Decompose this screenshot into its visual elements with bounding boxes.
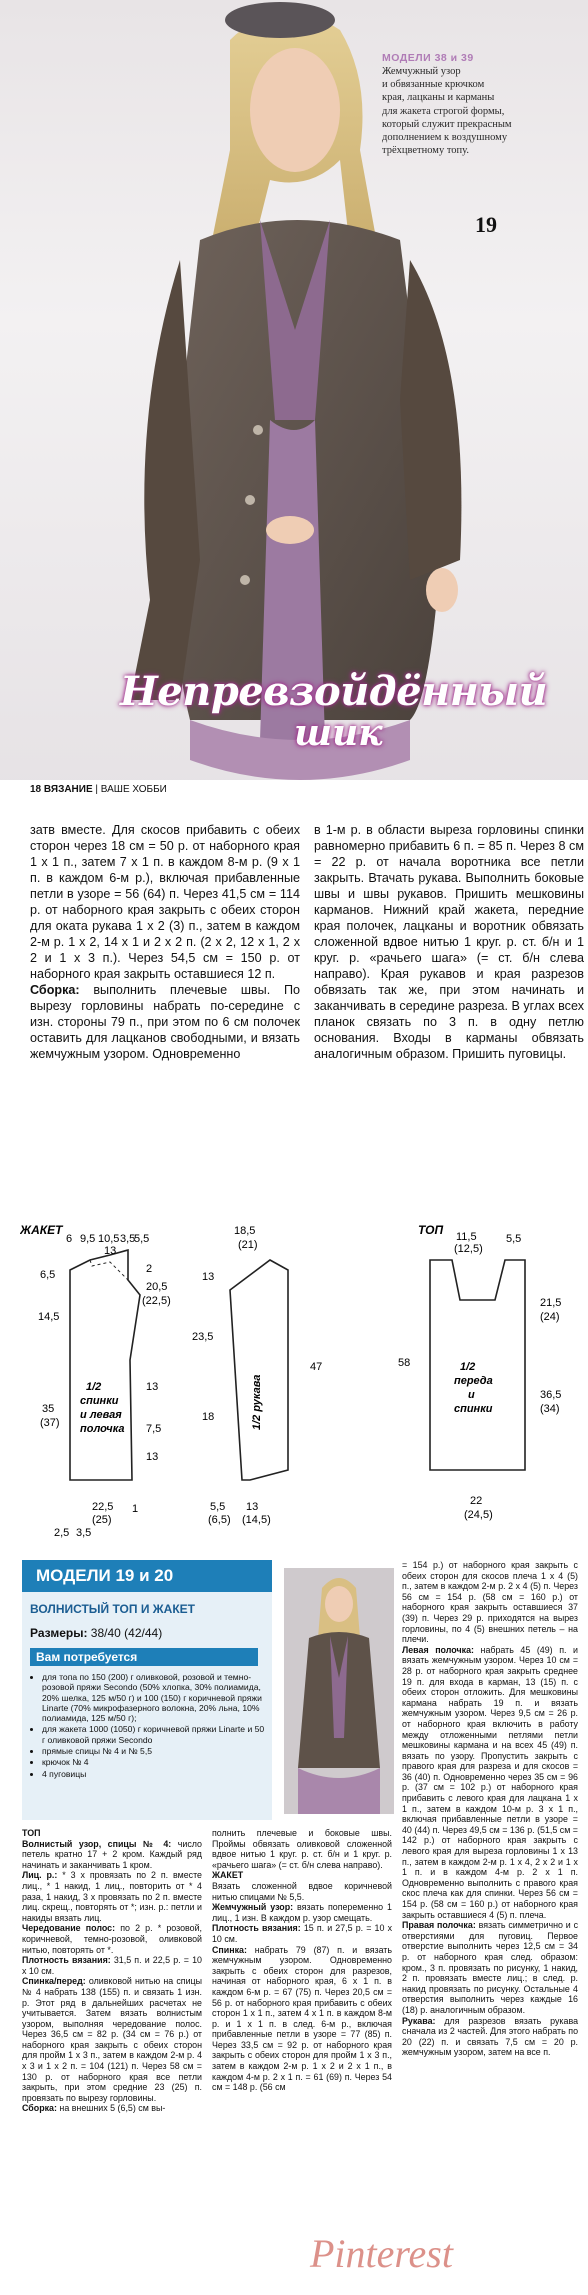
dim-label: (6,5) [208, 1514, 231, 1526]
sizes-label: Размеры: [30, 1626, 88, 1640]
pattern-diagrams [20, 1220, 580, 1550]
dim-label: (24) [540, 1311, 560, 1323]
photo-caption [382, 52, 578, 157]
dim-label: 5,5 [506, 1233, 522, 1245]
materials-list [30, 1672, 268, 1780]
section-heading: Спинка/перед: [22, 1976, 86, 1987]
dim-label: 22 [470, 1495, 483, 1507]
dim-label: 21,5 [540, 1297, 562, 1309]
paragraph-text: для разрезов вязать рукава сначала из 2 частей. Для этого набрать по 20 (22) п. и связать 7,5 см = 20 р. жемчужным узором, затем на все п. [402, 2015, 578, 2058]
top-piece-label: переда [454, 1375, 493, 1387]
jacket-piece-label: спинки [80, 1395, 119, 1407]
paragraph-text: затв вместе. Для скосов прибавить с обеих сторон через 18 см = 50 р. от наборного края 1 х 1 п., затем 7 х 1 п. в каждом 8-м р. (9 х 1 п. в каждом 6-м р.), включая прибавленные петли в узоре = 56 (64) п. Через 41,5 см = 114 р. от наборного края закрыть с обеих сторон для оката рукава 1 х 2 (3) п., затем в каждом 2-м р. 1 х 2, 14 х 1 и 2 х 2 п. (2 х 2, 12 х 1, 2 х 2 и 1 х 3 п.). Через 54,5 см = 150 р. от наборного края закрыть оставшиеся 12 п. [30, 823, 300, 981]
dim-label: 35 [42, 1403, 55, 1415]
material-item: • для топа по 150 (200) г оливковой, розовой и темно-розовой пряжи Secondo (50% хлопка, 30% полиамида, 20% шелка, 125 м/50 г) и 100 (150) г коричневой пряжи Linarte (70% микрофазерного волокна, 20% льна, 10% полиамида, 125 м/50 г); [42, 1672, 268, 1723]
dim-label: 3,5 [120, 1233, 136, 1245]
paragraph-text: вязать симметрично и с отверстиями для пуговиц. Первое отверстие выполнить через 12,5 см = 34 р. от наборного края след. образом: кром., 3 п. провязать по рисунку, 1 накид, 2 п. провязать вместе лиц.; в след. р. накид провязать по рисунку. Остальные 4 отверстия выполнить через каждые 16 (18) р. аналогичным образом. [402, 1920, 579, 2015]
section-heading: ТОП [22, 1828, 41, 1838]
material-item: • для жакета 1000 (1050) г коричневой пряжи Linarte и 50 г оливковой пряжи Secondo [42, 1724, 268, 1745]
instructions-column-1 [30, 822, 300, 1062]
paragraph-text: полнить плечевые и боковые швы. Проймы обвязать оливковой сложенной вдвое нитью 1 круг. р. ст. б/н и 1 круг. р. «рачьего шага» (= ст. б/н слева направо). [212, 1828, 392, 1870]
dim-label: 18 [202, 1411, 215, 1423]
footer-page-number: 18 [30, 784, 42, 795]
dim-label: 2,5 [54, 1527, 70, 1539]
caption-line: и обвязанные крючком [382, 79, 485, 91]
dim-label: 6,5 [40, 1269, 56, 1281]
sleeve-piece-outline [230, 1260, 288, 1480]
top-diagram-label: ТОП [418, 1223, 444, 1237]
paragraph-text: по 2 р. * розовой, коричневой, темно-розовой, оливковой нитью, повторять от *. [22, 1923, 202, 1955]
paragraph-text: число петель кратно 17 + 2 кром. Каждый ряд начинать и заканчивать 1 кром. [22, 1838, 202, 1870]
dim-label: 7,5 [146, 1423, 162, 1435]
material-item: • прямые спицы № 4 и № 5,5 [42, 1746, 268, 1756]
section-heading: Сборка: [30, 983, 80, 997]
article-heading: ВОЛНИСТЫЙ ТОП И ЖАКЕТ [30, 1602, 195, 1616]
dim-label: 1 [132, 1503, 139, 1515]
section-heading: Плотность вязания: [212, 1923, 301, 1934]
material-item: • крючок № 4 [42, 1757, 268, 1767]
footer-subtitle: ВАШЕ ХОББИ [100, 784, 167, 795]
dim-label: (25) [92, 1514, 112, 1526]
dim-label: 22,5 [92, 1501, 114, 1513]
section-heading: Рукава: [402, 2015, 436, 2026]
section-heading: Волнистый узор, спицы № 4: [22, 1838, 172, 1849]
model-number: 19 [475, 212, 497, 237]
hero-photo-panel [0, 0, 588, 800]
dim-label: 6 [66, 1233, 73, 1245]
instructions-column-2 [314, 822, 584, 1062]
jacket-piece-outline [70, 1250, 140, 1480]
dim-label: (34) [540, 1403, 560, 1415]
watermark-logo [300, 2222, 580, 2282]
sleeve-piece-label: 1/2 рукава [251, 1374, 263, 1430]
section-heading: Чередование полос: [22, 1923, 116, 1934]
materials-heading: Вам потребуется [30, 1648, 258, 1666]
jacket-piece-label: полочка [80, 1423, 125, 1435]
dim-label: (14,5) [242, 1514, 271, 1526]
dim-label: 5,5 [210, 1501, 226, 1513]
material-item: • 4 пуговицы [42, 1769, 268, 1779]
dim-label: (22,5) [142, 1295, 171, 1307]
paragraph-text: вязать попеременно 1 лиц., 1 изн. В каждом р. узор смещать. [212, 1902, 392, 1923]
paragraph-text: оливковой нитью на спицы № 4 набрать 138 (155) п. и связать 1 изн. р. Этот ряд в дальнейших расчетах не учитывается. Затем вязать волнистым узором, выполняя чередование полос. Через 36,5 см = 82 р. (34 см = 76 р.) от наборного края закрыть с обеих сторон для пройм 1 х 3 п., затем в каждом 2-м р. 4 х 3 и 1 х 2 п. = 104 (121) п. Через 58 см = 130 р. от наборного края все петли закрыть, при этом средние 23 (25) п. провязать по вырезу горловины. [22, 1976, 202, 2103]
jacket-instructions [212, 1828, 392, 2093]
caption-line: Жемчужный узор [382, 66, 461, 78]
paragraph-text: * 3 х провязать по 2 п. вместе лиц., * 1 накид, 1 лиц., повторить от * 4 раза, 1 накид, 3 х провязать по 2 п. вместе лиц. скрещ., повторять от *; изн. р.: петли и накиды вязать лиц. [22, 1870, 202, 1923]
dim-label: 20,5 [146, 1281, 168, 1293]
paragraph-text: на внешних 5 (6,5) см вы- [56, 2103, 166, 2114]
watermark-text: Pinterest [310, 2231, 453, 2276]
dim-label: 13 [246, 1501, 259, 1513]
dim-label: (24,5) [464, 1509, 493, 1521]
sizes-value: 38/40 (42/44) [87, 1626, 163, 1640]
page-footer: 18 ВЯЗАНИЕ | ВАШЕ ХОББИ [0, 780, 588, 800]
dim-label: 9,5 [80, 1233, 96, 1245]
dim-label: 36,5 [540, 1389, 562, 1401]
dim-label: 11,5 [456, 1231, 477, 1243]
materials-box [22, 1592, 272, 1820]
top-piece-outline [430, 1260, 525, 1470]
dim-label: 2 [146, 1263, 153, 1275]
dim-label: 13 [202, 1271, 215, 1283]
top-piece-label: 1/2 [460, 1361, 476, 1373]
dim-label: 5,5 [134, 1233, 150, 1245]
caption-line: который служит прекрасным [382, 118, 512, 130]
paragraph-text: набрать 79 (87) п. и вязать жемчужным узором. Одновременно закрыть с обеих сторон для разрезов, начиная от наборного края, 6 х 1 п. в каждом 6-м р. = 67 (75) п. Через 20,5 см = 56 р. от наборного края прибавить с обеих сторон 1 х 1 п., затем 4 х 1 п. в каждом 8-м р. и 1 х 1 п. в след. 6-м р., включая прибавленные петли в узоре = 77 (85) п. Через 33,5 см = 92 р. от наборного края закрыть с обеих сторон для пройм 1 х 3 п., затем в каждом 2-м р. 1 х 2 и 2 х 1 п., в каждом 4-м р. 2 х 1 п. = 61 (69) п. Через 54 см = 148 р. (56 см [212, 1944, 392, 2093]
section-heading: Жемчужный узор: [212, 1902, 294, 1913]
dim-label: 14,5 [38, 1311, 60, 1323]
caption-line: для жакета строгой формы, [382, 105, 505, 117]
sizes [30, 1626, 162, 1640]
top-piece-label: спинки [454, 1403, 493, 1415]
section-heading: Правая полочка: [402, 1920, 476, 1931]
section-heading: Плотность вязания: [22, 1955, 111, 1966]
dim-label: 58 [398, 1357, 411, 1369]
jacket-piece-label: 1/2 [86, 1381, 102, 1393]
dim-label: 10,5 [98, 1233, 120, 1245]
paragraph-text: набрать 45 (49) п. и вязать жемчужным узором. Через 10 см = 28 р. от наборного края закрыть среднее 19 п. для входа в карман, 13 (15) п. с обеих сторон отложить. Для мешковины кармана набрать 19 п. и вязать жемчужным узором. Через 9,5 см = 26 р. от наборного края включить в работу между отложенными петлями петли мешковины кармана и на всех 45 (49) п. вязать по узору. Пропустить закрыть с правого края для разреза и для скосов = 36 (40) п. Одновременно через 35 см = 96 р. (37 см = 102 р.) от наборного края прибавить с левого края для лацкана 1 х 1 п., затем в каждом 10-м р. 3 х 1 п., включая прибавленные петли в узоре = 40 (44) п. Через 49,5 см = 136 р. (51,5 см = 142 р.) от наборного края закрыть с левого края для выреза горловины 1 х 13 п., затем в каждом 2-м р. 1 х 4, 2 х 2 и 1 х 1 п. и в каждом 4-м р. 2 х 1 п. Одновременно выполнить с правого края скос плеча как для спинки. Через 56 см = 154 р. (58 см = 160 р.) от наборного края закрыть оставшиеся 4 (5) п. плеча. [402, 1644, 579, 1920]
dim-label: 47 [310, 1361, 323, 1373]
paragraph-text: 31,5 п. и 22,5 р. = 10 х 10 см. [22, 1955, 202, 1976]
dim-label: (21) [238, 1239, 258, 1251]
paragraph-text: = 154 р.) от наборного края закрыть с обеих сторон для скосов плеча 1 х 4 (5) п., затем в каждом 2-м р. 2 х 4 (5) п. Через 56 см = 154 р. (58 см = 160 р.) от наборного края закрыть оставшиеся 37 (39) п. Через 29 р. приходятся на вырез горловины, по 4 (5) внешних петель – на плечи. [402, 1560, 578, 1645]
paragraph-text: Вязать сложенной вдвое коричневой нитью спицами № 5,5. [212, 1880, 392, 1902]
section-heading: Левая полочка: [402, 1644, 474, 1655]
footer-magazine: ВЯЗАНИЕ [43, 784, 93, 795]
dim-label: 13 [104, 1245, 117, 1257]
caption-line: трёхцветному топу. [382, 144, 469, 156]
top-piece-label: и [468, 1389, 475, 1401]
dim-label: 13 [146, 1381, 159, 1393]
model-photo-small [284, 1568, 394, 1814]
jacket-diagram-label: ЖАКЕТ [20, 1223, 63, 1237]
second-article [22, 1560, 578, 2280]
caption-line: края, лацканы и карманы [382, 92, 495, 104]
dim-label: (37) [40, 1417, 60, 1429]
top-instructions [22, 1828, 202, 2114]
section-heading: ЖАКЕТ [212, 1870, 244, 1881]
jacket-piece-dashed [90, 1260, 128, 1280]
article-title-line2: шик [294, 712, 383, 754]
dim-label: 23,5 [192, 1331, 214, 1343]
models-band: МОДЕЛИ 19 и 20 [22, 1560, 272, 1592]
section-heading: Лиц. р.: [22, 1870, 58, 1881]
dim-label: 18,5 [234, 1225, 256, 1237]
article-title-line1: Непревзойдённый [120, 668, 548, 715]
jacket-piece-label: и левая [80, 1409, 122, 1421]
dim-label: 3,5 [76, 1527, 92, 1539]
paragraph-text: 15 п. и 27,5 р. = 10 х 10 см. [212, 1923, 393, 1944]
caption-line: дополнением к воздушному [382, 131, 508, 143]
section-heading: Спинка: [212, 1944, 247, 1955]
models-tag: МОДЕЛИ 38 и 39 [382, 52, 474, 64]
paragraph-text: выполнить плечевые швы. По вырезу горловины набрать по-середине с изн. стороны 79 п., при этом по 6 см полочек оставить для лацканов свободными, и вязать жемчужным узором. Одновременно [30, 983, 300, 1061]
dim-label: 13 [146, 1451, 159, 1463]
dim-label: (12,5) [454, 1243, 483, 1255]
jacket-instructions-cont [402, 1560, 578, 2058]
paragraph-text: в 1-м р. в области выреза горловины спинки равномерно прибавить 6 п. = 85 п. Через 8 см = 22 р. от начала воротника все петли закрыть. Втачать рукава. Выполнить боковые швы и швы рукавов. Пришить мешковины карманов. Нижний край жакета, передние края полочек, лацканы и воротник обвязать сложенной вдвое нитью 1 круг. р. ст. б/н и 1 круг. р. «рачьего шага» (= ст. б/н слева направо). Края рукавов и края разрезов обвязать так же, при этом начинать и заканчивать в середине разреза. В углах всех планок связать по 3 п. в одну петлю основания. Входы в карманы обвязать аналогичным образом. Пришить пуговицы. [314, 823, 584, 1061]
section-heading: Сборка: [22, 2103, 57, 2114]
